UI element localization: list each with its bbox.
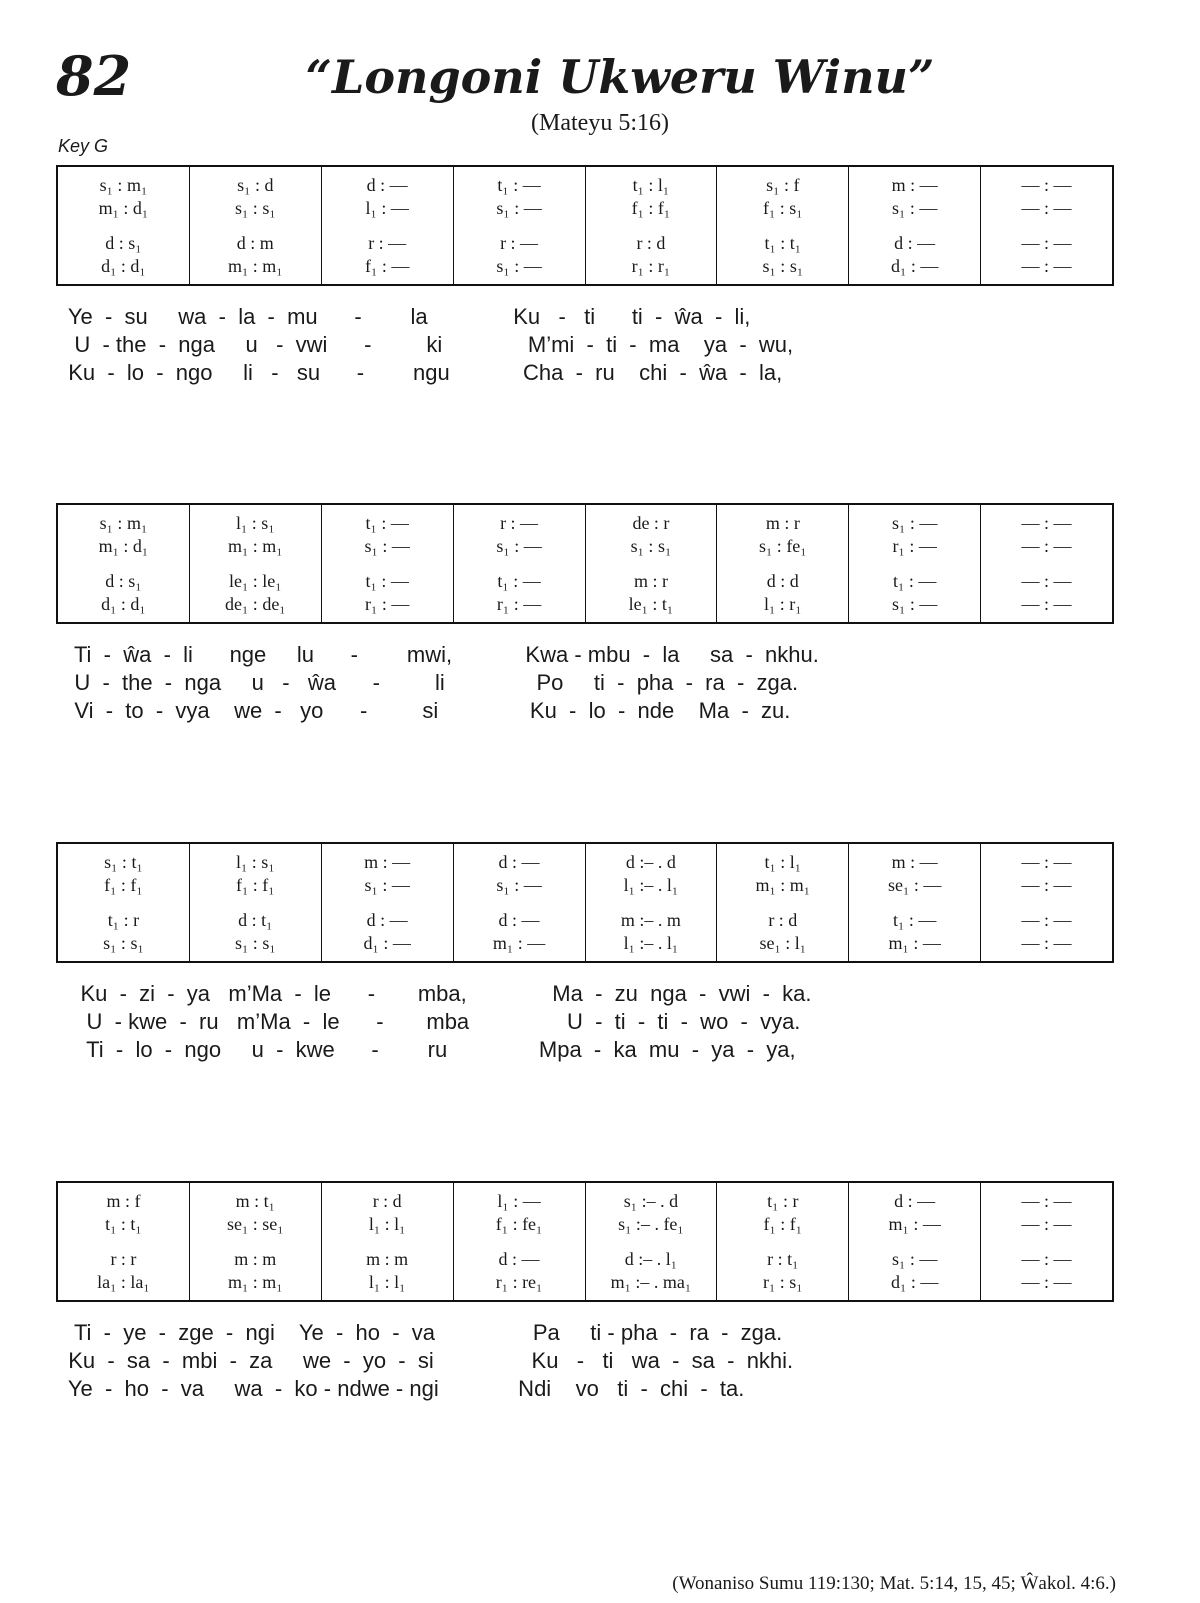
voice-2-notes: s₁ : s₁ xyxy=(235,197,276,218)
voice-3-notes: d : s₁ xyxy=(105,570,142,591)
voice-1-notes: s₁ : t₁ xyxy=(104,851,143,872)
voice-1-notes: d :– . d xyxy=(625,851,676,872)
voice-1-notes: t₁ : — xyxy=(365,512,409,533)
voice-2-notes: se₁ : se₁ xyxy=(227,1213,284,1234)
voice-4-notes: l₁ :– . l₁ xyxy=(623,932,679,953)
measure xyxy=(716,844,848,961)
voice-2-notes: m₁ : m₁ xyxy=(755,874,811,895)
voice-2-notes: t₁ : t₁ xyxy=(105,1213,142,1234)
voice-2-notes: — : — xyxy=(1021,197,1072,218)
measure xyxy=(716,1183,848,1300)
measure xyxy=(189,167,321,284)
lyrics-block xyxy=(56,303,1114,387)
voice-4-notes: d₁ : — xyxy=(363,932,411,953)
voice-2-notes: — : — xyxy=(1021,874,1072,895)
voice-2-notes: l₁ : — xyxy=(365,197,409,218)
voice-4-notes: r₁ : — xyxy=(365,593,410,614)
voice-1-notes: t₁ : r xyxy=(767,1190,799,1211)
voice-3-notes: r : d xyxy=(768,909,798,930)
voice-4-notes: m₁ : — xyxy=(888,932,941,953)
voice-4-notes: s₁ : s₁ xyxy=(762,255,804,276)
voice-3-notes: — : — xyxy=(1021,1248,1072,1269)
voice-3-notes: le₁ : le₁ xyxy=(229,570,282,591)
voice-4-notes: m₁ : — xyxy=(492,932,546,953)
voice-4-notes: s₁ : — xyxy=(496,255,542,276)
measure xyxy=(453,844,585,961)
voice-3-notes: d : — xyxy=(498,909,540,930)
voice-1-notes: m : r xyxy=(765,512,800,533)
voice-2-notes: f₁ : f₁ xyxy=(763,1213,803,1234)
measure xyxy=(321,844,453,961)
voice-1-notes: d : — xyxy=(498,851,540,872)
voice-3-notes: — : — xyxy=(1021,232,1072,253)
voice-3-notes: r : r xyxy=(110,1248,137,1269)
lyric-line-verse-2: U - the - nga u - ŵa - li Po ti - pha - ra - zga. xyxy=(56,670,799,695)
voice-4-notes: s₁ : s₁ xyxy=(103,932,144,953)
voice-4-notes: d₁ : — xyxy=(891,255,939,276)
voice-3-notes: — : — xyxy=(1021,909,1072,930)
measure xyxy=(848,167,980,284)
voice-4-notes: r₁ : — xyxy=(496,593,542,614)
voice-2-notes: f₁ : s₁ xyxy=(763,197,803,218)
voice-1-notes: m : f xyxy=(106,1190,141,1211)
voice-1-notes: m : t₁ xyxy=(235,1190,275,1211)
voice-4-notes: d₁ : — xyxy=(891,1271,939,1292)
measure xyxy=(58,505,189,622)
voice-1-notes: r : d xyxy=(372,1190,402,1211)
voice-1-notes: — : — xyxy=(1021,1190,1072,1211)
voice-2-notes: r₁ : — xyxy=(892,535,937,556)
voice-1-notes: de : r xyxy=(632,512,670,533)
voice-3-notes: m : m xyxy=(366,1248,409,1269)
measure xyxy=(453,1183,585,1300)
solfa-staff xyxy=(56,165,1114,286)
voice-4-notes: l₁ : r₁ xyxy=(764,593,802,614)
voice-4-notes: m₁ : m₁ xyxy=(228,255,283,276)
music-system xyxy=(0,503,1200,833)
voice-3-notes: d : d xyxy=(766,570,799,591)
measure xyxy=(980,167,1112,284)
measure xyxy=(716,167,848,284)
voice-3-notes: t₁ : — xyxy=(497,570,541,591)
voice-2-notes: s₁ : — xyxy=(496,535,542,556)
voice-4-notes: se₁ : l₁ xyxy=(759,932,807,953)
voice-2-notes: m₁ : m₁ xyxy=(228,535,283,556)
voice-4-notes: — : — xyxy=(1021,1271,1072,1292)
lyric-line-verse-2: Ku - sa - mbi - za we - yo - si Ku - ti wa - sa - nkhi. xyxy=(56,1348,794,1373)
measure xyxy=(453,167,585,284)
measure xyxy=(189,505,321,622)
voice-2-notes: f₁ : f₁ xyxy=(236,874,275,895)
voice-1-notes: s₁ :– . d xyxy=(623,1190,679,1211)
voice-4-notes: m₁ :– . ma₁ xyxy=(610,1271,692,1292)
voice-4-notes: r₁ : s₁ xyxy=(763,1271,803,1292)
voice-4-notes: s₁ : — xyxy=(892,593,938,614)
measure xyxy=(848,1183,980,1300)
voice-3-notes: d : — xyxy=(498,1248,540,1269)
voice-1-notes: r : — xyxy=(500,512,539,533)
lyrics-block xyxy=(56,641,1114,725)
measure xyxy=(848,505,980,622)
measure xyxy=(58,167,189,284)
voice-3-notes: d : t₁ xyxy=(238,909,273,930)
voice-2-notes: f₁ : fe₁ xyxy=(495,1213,543,1234)
music-system xyxy=(0,842,1200,1172)
voice-1-notes: s₁ : m₁ xyxy=(99,174,148,195)
measure xyxy=(58,1183,189,1300)
lyric-line-verse-3: Ti - lo - ngo u - kwe - ru Mpa - ka mu - ya - ya, xyxy=(56,1037,796,1062)
voice-2-notes: s₁ : — xyxy=(364,535,410,556)
voice-1-notes: m : — xyxy=(364,851,411,872)
voice-3-notes: t₁ : — xyxy=(893,909,937,930)
voice-2-notes: se₁ : — xyxy=(888,874,942,895)
voice-2-notes: f₁ : f₁ xyxy=(104,874,143,895)
voice-1-notes: m : — xyxy=(891,851,938,872)
voice-4-notes: m₁ : m₁ xyxy=(228,1271,283,1292)
measure xyxy=(189,1183,321,1300)
voice-3-notes: m :– . m xyxy=(620,909,681,930)
lyrics-block xyxy=(56,1319,1114,1403)
lyrics-block xyxy=(56,980,1114,1064)
voice-4-notes: d₁ : d₁ xyxy=(101,593,146,614)
solfa-staff xyxy=(56,1181,1114,1302)
voice-3-notes: d : — xyxy=(366,909,408,930)
measure xyxy=(321,1183,453,1300)
voice-2-notes: — : — xyxy=(1021,1213,1072,1234)
voice-3-notes: d : — xyxy=(894,232,936,253)
voice-2-notes: s₁ : s₁ xyxy=(630,535,672,556)
voice-2-notes: s₁ : — xyxy=(496,874,542,895)
hymn-number: 82 xyxy=(56,44,132,108)
voice-1-notes: s₁ : d xyxy=(237,174,274,195)
voice-3-notes: s₁ : — xyxy=(892,1248,938,1269)
voice-2-notes: s₁ : — xyxy=(496,197,542,218)
measure xyxy=(585,505,717,622)
voice-1-notes: t₁ : l₁ xyxy=(764,851,802,872)
voice-3-notes: r : d xyxy=(636,232,666,253)
voice-3-notes: t₁ : — xyxy=(365,570,409,591)
voice-3-notes: t₁ : t₁ xyxy=(764,232,802,253)
voice-4-notes: — : — xyxy=(1021,255,1072,276)
voice-3-notes: r : — xyxy=(368,232,407,253)
voice-4-notes: la₁ : la₁ xyxy=(97,1271,150,1292)
key-label: Key G xyxy=(58,136,109,156)
lyric-line-verse-1: Ti - ye - zge - ngi Ye - ho - va Pa ti - pha - ra - zga. xyxy=(56,1320,783,1345)
voice-1-notes: s₁ : — xyxy=(892,512,938,533)
voice-2-notes: m₁ : — xyxy=(888,1213,941,1234)
voice-1-notes: t₁ : l₁ xyxy=(632,174,670,195)
voice-2-notes: l₁ : l₁ xyxy=(368,1213,406,1234)
voice-2-notes: m₁ : d₁ xyxy=(98,197,149,218)
voice-3-notes: d :– . l₁ xyxy=(624,1248,678,1269)
voice-1-notes: l₁ : — xyxy=(497,1190,541,1211)
voice-1-notes: d : — xyxy=(894,1190,936,1211)
voice-3-notes: m : r xyxy=(633,570,668,591)
measure xyxy=(58,844,189,961)
voice-4-notes: r₁ : re₁ xyxy=(495,1271,543,1292)
lyric-line-verse-1: Ti - ŵa - li nge lu - mwi, Kwa - mbu - la sa - nkhu. xyxy=(56,642,819,667)
voice-4-notes: s₁ : s₁ xyxy=(235,932,276,953)
lyric-line-verse-3: Ye - ho - va wa - ko - ndwe - ngi Ndi vo ti - chi - ta. xyxy=(56,1376,745,1401)
voice-1-notes: d : — xyxy=(366,174,408,195)
voice-2-notes: f₁ : f₁ xyxy=(631,197,671,218)
lyric-line-verse-1: Ye - su wa - la - mu - la Ku - ti ti - ŵa - li, xyxy=(56,304,751,329)
measure xyxy=(848,844,980,961)
lyric-line-verse-3: Vi - to - vya we - yo - si Ku - lo - nde Ma - zu. xyxy=(56,698,791,723)
voice-1-notes: — : — xyxy=(1021,174,1072,195)
measure xyxy=(585,844,717,961)
music-system xyxy=(0,1181,1200,1511)
voice-4-notes: l₁ : l₁ xyxy=(368,1271,406,1292)
measure xyxy=(980,844,1112,961)
solfa-staff xyxy=(56,503,1114,624)
voice-2-notes: — : — xyxy=(1021,535,1072,556)
voice-4-notes: — : — xyxy=(1021,932,1072,953)
voice-4-notes: de₁ : de₁ xyxy=(225,593,286,614)
voice-3-notes: — : — xyxy=(1021,570,1072,591)
voice-3-notes: m : m xyxy=(234,1248,277,1269)
voice-3-notes: r : t₁ xyxy=(767,1248,799,1269)
voice-1-notes: l₁ : s₁ xyxy=(236,851,275,872)
voice-2-notes: l₁ :– . l₁ xyxy=(623,874,679,895)
measure xyxy=(189,844,321,961)
measure xyxy=(980,1183,1112,1300)
voice-3-notes: d : s₁ xyxy=(105,232,142,253)
footer-references: (Wonaniso Sumu 119:130; Mat. 5:14, 15, 45; Ŵakol. 4:6.) xyxy=(672,1573,1116,1594)
voice-2-notes: s₁ :– . fe₁ xyxy=(618,1213,684,1234)
lyric-line-verse-1: Ku - zi - ya m’Ma - le - mba, Ma - zu nga - vwi - ka. xyxy=(56,981,812,1006)
voice-2-notes: s₁ : — xyxy=(364,874,410,895)
lyric-line-verse-3: Ku - lo - ngo li - su - ngu Cha - ru chi - ŵa - la, xyxy=(56,360,783,385)
voice-3-notes: t₁ : r xyxy=(107,909,140,930)
measure xyxy=(453,505,585,622)
voice-3-notes: r : — xyxy=(500,232,539,253)
voice-4-notes: d₁ : d₁ xyxy=(101,255,146,276)
hymn-title: “Longoni Ukweru Winu” xyxy=(305,50,935,104)
measure xyxy=(980,505,1112,622)
voice-1-notes: — : — xyxy=(1021,512,1072,533)
voice-3-notes: t₁ : — xyxy=(893,570,937,591)
voice-1-notes: s₁ : f xyxy=(766,174,800,195)
lyric-line-verse-2: U - kwe - ru m’Ma - le - mba U - ti - ti - wo - vya. xyxy=(56,1009,801,1034)
voice-1-notes: m : — xyxy=(891,174,938,195)
voice-1-notes: l₁ : s₁ xyxy=(236,512,275,533)
voice-4-notes: le₁ : t₁ xyxy=(628,593,674,614)
voice-1-notes: s₁ : m₁ xyxy=(99,512,148,533)
voice-3-notes: d : m xyxy=(236,232,274,253)
measure xyxy=(585,167,717,284)
music-system xyxy=(0,165,1200,495)
voice-4-notes: r₁ : r₁ xyxy=(631,255,671,276)
solfa-staff xyxy=(56,842,1114,963)
voice-2-notes: s₁ : — xyxy=(892,197,938,218)
voice-1-notes: t₁ : — xyxy=(497,174,541,195)
voice-2-notes: m₁ : d₁ xyxy=(98,535,149,556)
voice-2-notes: s₁ : fe₁ xyxy=(759,535,807,556)
voice-4-notes: f₁ : — xyxy=(365,255,410,276)
lyric-line-verse-2: U - the - nga u - vwi - ki M’mi - ti - ma ya - wu, xyxy=(56,332,794,357)
measure xyxy=(716,505,848,622)
measure xyxy=(585,1183,717,1300)
measure xyxy=(321,505,453,622)
voice-4-notes: — : — xyxy=(1021,593,1072,614)
measure xyxy=(321,167,453,284)
voice-1-notes: — : — xyxy=(1021,851,1072,872)
hymn-subtitle: (Mateyu 5:16) xyxy=(531,110,669,136)
